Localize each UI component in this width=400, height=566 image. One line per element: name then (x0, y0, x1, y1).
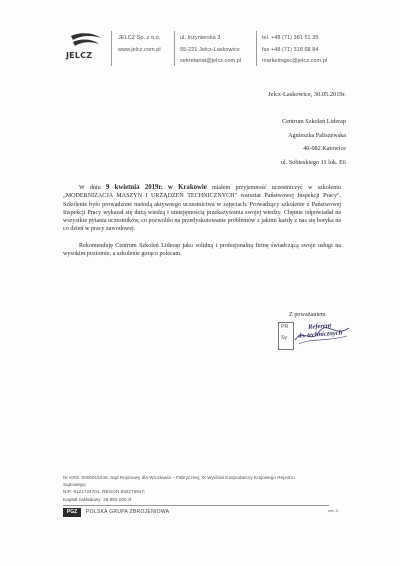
brand-name: JELCZ (66, 51, 93, 60)
stamp-line-1: Referent (307, 322, 332, 331)
company-city: 55-221 Jelcz-Laskowice (180, 46, 240, 53)
stamp-box-bottom: Sy (281, 335, 288, 341)
pgz-logo: PGZ (63, 508, 81, 517)
footer-line-3: NIP: 9121724701, REGON 932276947; (63, 489, 146, 495)
company-fax: fax +48 (71) 318 68 84 (262, 46, 319, 53)
p1-rest: miałem przyjemność uczestniczyć w szkoleniu „MODERNIZACJA MASZYN I URZĄDZEŃ TECHNICZNYCH" warsztat Państwowej Inspekcji Pracy". Szkolenie było prowadzone metodą aktywnego uczestnictwa w zajęciach. Prowadzący szkolenie z Państwowej Inspekcji Pracy wykazał się dużą wiedzą i umiejętnością przekazywania swojej wiedzy. Chętnie odpowiadał na wszystkie pytania uczestników, co pozwoliło na przedyskutowanie problemów z jakimi każdy z nas się boryka na co dzień w pracy zawodowej. (63, 185, 341, 233)
p2-text: Rekomenduję Centrum Szkoleń Liderap jako solidną i profesjonalną firmę świadczącą swoje usługi na wysokim poziomie, a szkolenie gorąco polecam. (63, 243, 341, 258)
recipient-street: ul. Sobieskiego 11 lok. E6 (280, 158, 346, 166)
footer-divider (63, 505, 329, 506)
place-date: Jelcz-Laskowice, 30.05.2019r. (268, 91, 346, 98)
paragraph-1 (63, 184, 341, 234)
header-divider (111, 31, 112, 66)
footer-registration (63, 474, 353, 503)
company-email[interactable]: sekretariat@jelcz.com.pl (180, 58, 242, 64)
recipient-address (281, 115, 346, 169)
closing-text: Z poważaniem (289, 311, 326, 318)
header-address-block (180, 33, 241, 68)
version-ref: wer. 1/ (328, 509, 339, 513)
recipient-org: Centrum Szkoleń Liderap (282, 118, 346, 125)
recipient-person: Agnieszka Paliszewska (288, 131, 346, 139)
marketing-email[interactable]: marketingsc@jelcz.com.pl (262, 58, 328, 64)
p1-start: W dniu (79, 185, 101, 191)
company-street: ul. Inżynierska 3 (180, 35, 221, 41)
letter-body (63, 184, 341, 267)
header-company-block (118, 33, 161, 56)
footer-line-4: Kapitał zakładowy: 28 983 000 zł (63, 496, 132, 502)
header-divider (174, 31, 175, 66)
group-name: POLSKA GRUPA ZBROJENIOWA (86, 509, 170, 515)
footer-line-2: Sądowego; (63, 482, 87, 488)
paragraph-2 (63, 242, 341, 259)
recipient-postal: 40-082 Katowice (303, 145, 346, 152)
p1-date: 9 kwietnia 2019r. w Krakowie (105, 184, 207, 191)
company-phone: tel. +48 (71) 381 51 35 (262, 35, 319, 41)
footer-line-1: Nr KRS: 0000015446, Sąd Rejonowy dla Wrocławia – Fabrycznej, IX Wydział Gospodarczy Krajowego Rejestru (63, 475, 295, 480)
company-name: JELCZ Sp. z o.o. (118, 35, 161, 41)
stamp-line-2: ds. technicznych (298, 328, 343, 340)
header-contact-block (262, 33, 327, 68)
company-website[interactable]: www.jelcz.com.pl (118, 46, 161, 53)
header-divider (256, 31, 257, 66)
stamp-box-top: PR (281, 324, 289, 330)
